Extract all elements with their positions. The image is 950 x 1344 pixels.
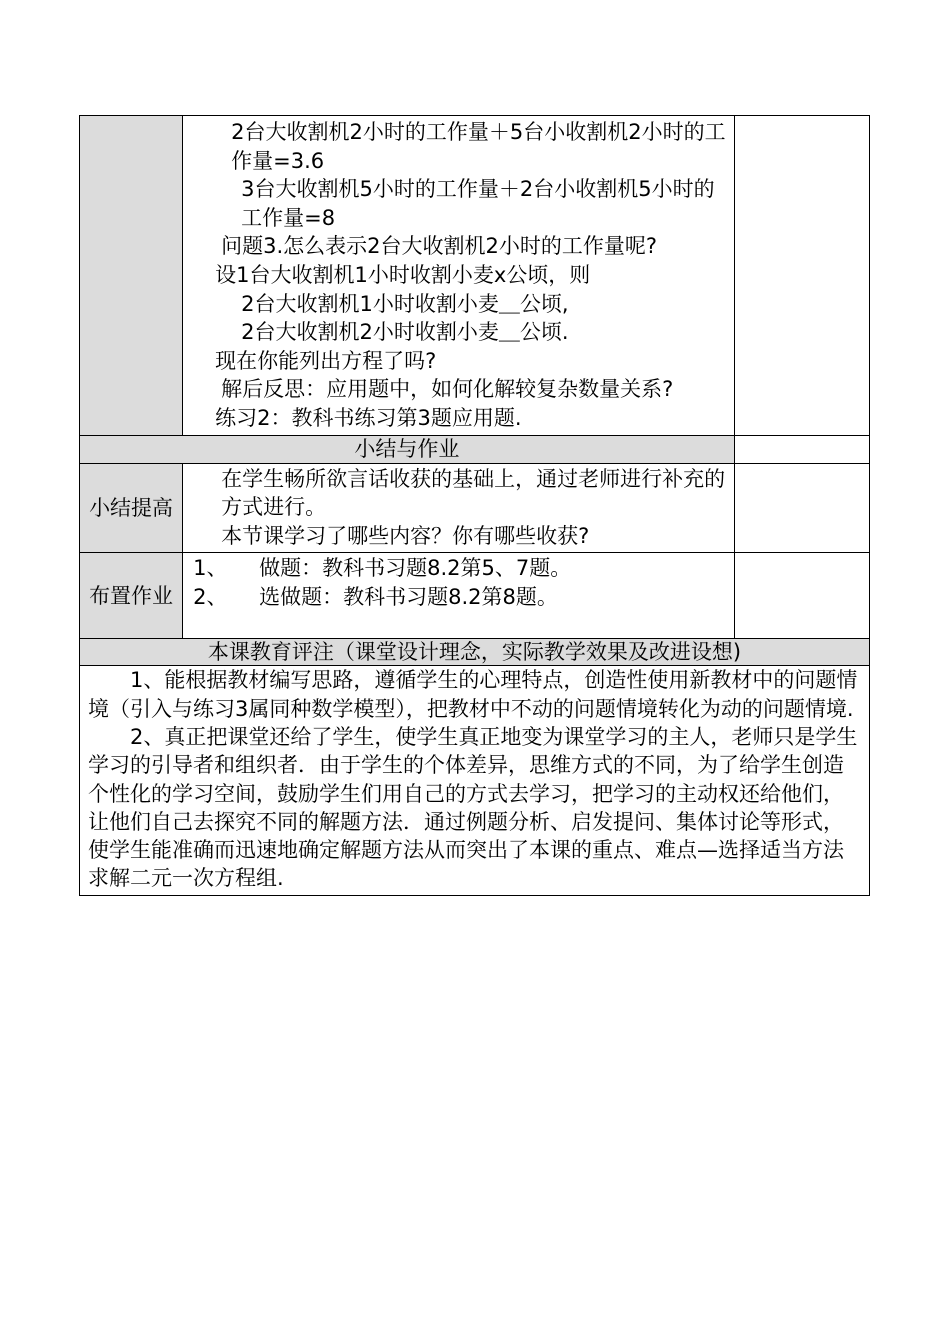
evaluation-heading-row (80, 639, 870, 666)
process-row (80, 116, 870, 436)
evaluation-content-cell (80, 666, 870, 895)
process-label-cell (80, 116, 183, 436)
homework-item-text: 做题：教科书习题8.2第5、7题。 (259, 556, 572, 581)
process-notes-cell (734, 116, 869, 436)
summary-heading: 小结与作业 (80, 435, 735, 463)
evaluation-row (80, 666, 870, 895)
summary-heading-row (80, 435, 870, 463)
homework-notes-cell (734, 553, 869, 639)
process-line: 现在你能列出方程了吗? (215, 348, 437, 373)
evaluation-heading: 本课教育评注（课堂设计理念，实际教学效果及改进设想) (80, 639, 870, 666)
summary-row (80, 463, 870, 553)
process-line: 解后反思：应用题中，如何化解较复杂数量关系? (221, 377, 674, 402)
process-line: 2台大收割机2小时的工作量＋5台小收割机2小时的工作量=3.6 (231, 120, 726, 173)
process-line: 练习2：教科书练习第3题应用题. (215, 405, 522, 430)
summary-heading-notes-cell (734, 435, 869, 463)
summary-line: 在学生畅所欲言话收获的基础上，通过老师进行补充的方式进行。 (221, 466, 726, 520)
summary-label: 小结提高 (80, 463, 183, 553)
lesson-plan-table (79, 115, 870, 896)
summary-content-cell (183, 463, 735, 553)
process-line: 2台大收割机2小时收割小麦＿公顷. (241, 320, 569, 345)
homework-item-number: 2、 (193, 584, 228, 609)
homework-item-number: 1、 (193, 556, 228, 581)
process-content-cell (183, 116, 735, 436)
homework-item-text: 选做题：教科书习题8.2第8题。 (259, 584, 558, 609)
homework-label: 布置作业 (80, 553, 183, 639)
evaluation-paragraph: 1、能根据教材编写思路，遵循学生的心理特点，创造性使用新教材中的问题情境（引入与练习3属同种数学模型），把教材中不动的问题情境转化为动的问题情境. (88, 668, 858, 721)
homework-content-cell (183, 553, 735, 639)
homework-item (193, 583, 728, 612)
homework-row (80, 553, 870, 639)
process-line: 3台大收割机5小时的工作量＋2台小收割机5小时的工作量=8 (241, 177, 715, 230)
homework-item (193, 554, 728, 583)
process-line: 设1台大收割机1小时收割小麦x公顷，则 (215, 262, 591, 287)
summary-line: 本节课学习了哪些内容？你有哪些收获? (221, 523, 590, 548)
process-line: 问题3.怎么表示2台大收割机2小时的工作量呢? (221, 234, 658, 259)
summary-notes-cell (734, 463, 869, 553)
evaluation-paragraph: 2、真正把课堂还给了学生，使学生真正地变为课堂学习的主人，老师只是学生学习的引导者和组织者．由于学生的个体差异，思维方式的不同，为了给学生创造个性化的学习空间，鼓励学生们用自己的方式去学习，把学习的主动权还给他们，让他们自己去探究不同的解题方法．通过例题分析、启发提问、集体讨论等形式，使学生能准确而迅速地确定解题方法从而突出了本课的重点、难点—选择适当方法求解二元一次方程组. (88, 724, 858, 891)
process-line: 2台大收割机1小时收割小麦＿公顷, (241, 291, 569, 316)
